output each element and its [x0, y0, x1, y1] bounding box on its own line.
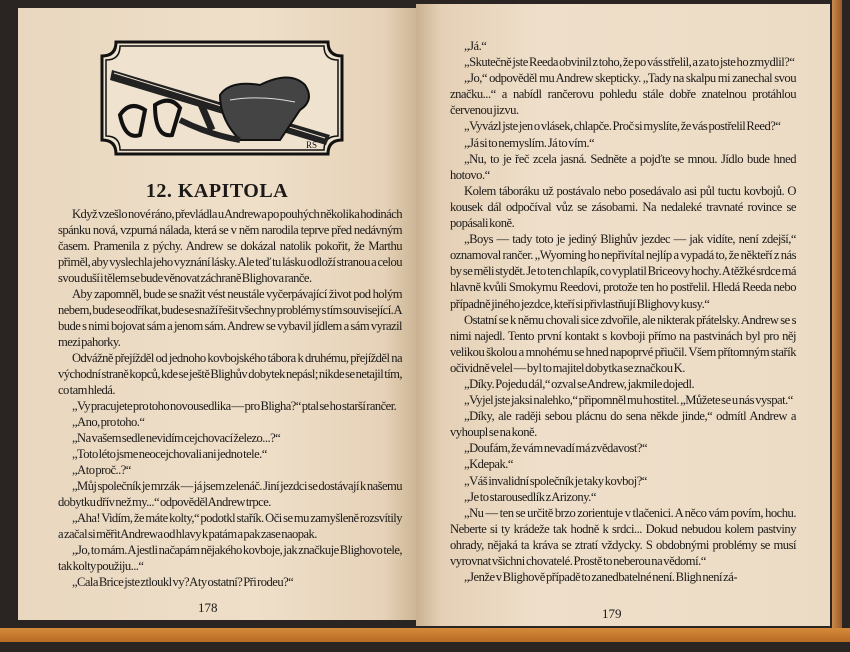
paragraph: „Vyjel jste jaksi nalehko,“ připomněl mu hostitel. „Můžete se u nás vyspat.“: [464, 393, 793, 408]
paragraph: „Na vašem sedle nevidím cejchovací železo...?“: [72, 431, 281, 445]
paragraph: Když vzešlo nové ráno, převládla u Andrewa po pouhých několika hodinách spánku nová, vzpurná nálada, která se v něm narodila teprve před nedávným časem. Pramenila z pýchy. Andrew se dokázal natolik pokořit, že Marthu přiměl, aby vyslechla jeho vyznání lásky. Ale teď tu lásku odloží stranou a celou svou duší i tělem se bude věnovat záchraně Blighova ranče.: [58, 207, 402, 285]
paragraph: Aby zapomněl, bude se snažit vést neustále vyčerpávající život pod holým nebem, bude se odříkat, bude se snaží řešit všechny problémy s tím související. A bude s nimi bojovat sám a jenom sám. Andrew se vybavil jídlem a sám vyrazil mezi pahorky.: [58, 287, 402, 349]
paragraph: „Skutečně jste Reeda obvinil z toho, že po vás střelil, a za to jste ho zmydlil?“: [464, 55, 795, 70]
right-page-body: [450, 38, 796, 585]
paragraph: „Vyvázl jste jen o vlásek, chlapče. Proč si myslíte, že vás postřelil Reed?“: [464, 119, 781, 134]
paragraph: „Já.“: [464, 39, 487, 53]
paragraph: „Toto léto jsme neocejchovali ani jedno tele.“: [72, 447, 267, 461]
paragraph: „Díky, ale raději sebou plácnu do sena někde jinde,“ odmítl Andrew a vyhoupl se na koně.: [450, 409, 796, 440]
paragraph: „Jo,“ odpověděl mu Andrew skepticky. „Tady na skalpu mi zanechal svou značku...“ a nabídl rančerovu pohledu stále dobře znatelnou protáhlou červenou jizvu.: [450, 71, 796, 118]
paragraph: „Můj společník je mrzák — já jsem zelenáč. Jiní jezdci se dostávají k našemu dobytku dřív než my...“ odpověděl Andrew trpce.: [58, 479, 402, 509]
paragraph: „Váš invalidní společník je taky kovboj?“: [464, 473, 647, 488]
paragraph: „Cala Brice jste ztloukl vy? A ty ostatní? Při rodeu?“: [72, 575, 294, 589]
right-page: [416, 4, 830, 626]
paragraph: „Vy pracujete pro toho novousedlika — pro Bligha?“ ptal se ho starší rančer.: [72, 399, 397, 413]
paragraph: „Díky. Pojedu dál,“ ozval se Andrew, jakmile dojedl.: [464, 376, 695, 391]
paragraph: „Nu — ten se určitě brzo zorientuje v tlačenici. A něco vám povím, hochu. Neberte si ty krádeže tak hodně k srdci... Dokud nebudou kolem pastviny ohrady, nějaká ta kráva se ztratí vždycky. S obdobnými problémy se musí vyrovnat všichni chovatelé. Prostě to neberou na vědomí.“: [450, 505, 796, 568]
illustration-signature: RS: [306, 140, 318, 150]
paragraph: „Jo, to mám. A jestli načapám nějakého kovboje, jak značkuje Blighovo tele, tak kolty použiju...“: [58, 543, 402, 573]
paragraph: Kolem táboráku už postávalo nebo posedávalo asi půl tuctu kovbojů. O kousek dál odpočíval vůz se zásobami. Na nedaleké travnaté rovince se popásali koně.: [450, 183, 796, 231]
paragraph: „Ano, pro toho.“: [72, 415, 145, 429]
paragraph: „Kdepak.“: [464, 457, 513, 472]
left-page-body: [58, 206, 402, 590]
chapter-illustration: [100, 40, 344, 156]
book-bottom-edge: [0, 628, 850, 642]
left-page: [18, 8, 416, 620]
chapter-title: 12. KAPITOLA: [145, 180, 289, 202]
page-number: 179: [602, 606, 622, 621]
paragraph: „Jenže v Blighově případě to zanedbatelné není. Bligh není zá-: [464, 570, 738, 585]
book-side-edge: [832, 0, 842, 628]
paragraph: Odvážně přejížděl od jednoho kovbojského tábora k druhému, přejížděl na východní straně kopců, kde se ještě Blighův dobytek nepásl; nikde se netajil tím, co tam hledá.: [58, 351, 402, 397]
paragraph: Ostatní se k němu chovali sice zdvořile, ale nikterak přátelsky. Andrew se s nimi najedl. Tento první kontakt s kovboji přímo na pastvinách byl pro něj velikou školou a mnohému se hned napoprvé přiučil. Všem přítomným stařík očividně velel — byl to majitel dobytka se značkou K.: [450, 312, 796, 375]
paragraph: „Já si to nemyslím. Já to vím.“: [464, 135, 595, 150]
paragraph: „Nu, to je řeč zcela jasná. Sedněte a pojďte se mnou. Jídlo bude hned hotovo.“: [450, 151, 796, 182]
page-number: 178: [198, 600, 218, 615]
paragraph: „A to proč..?“: [72, 463, 131, 477]
paragraph: „Doufám, že vám nevadí má zvědavost?“: [464, 441, 648, 456]
paragraph: „Boys — tady toto je jediný Blighův jezdec — jak vidíte, není zdejší,“ oznamoval rančer. „Wyoming ho nepřivítal nejlíp a vypadá to, že někteří z nás by se měli stydět. Je to ten chlapík, co vyplatil Briceovy hochy. A těžké srdce má hlavně kvůli Smokymu Reedovi, protože ten ho postřelil. Hledá Reeda nebo případně jiného jezdce, kteří si přivlastňují Blighovy kusy.“: [450, 232, 796, 311]
paragraph: „Aha! Vidím, že máte kolty,“ podotkl stařík. Oči se mu zamyšleně rozsvítily a začal si měřit Andrewa od hlavy k patám a pak zase naopak.: [58, 511, 402, 541]
paragraph: „Je to starousedlík z Arizony.“: [464, 489, 596, 504]
